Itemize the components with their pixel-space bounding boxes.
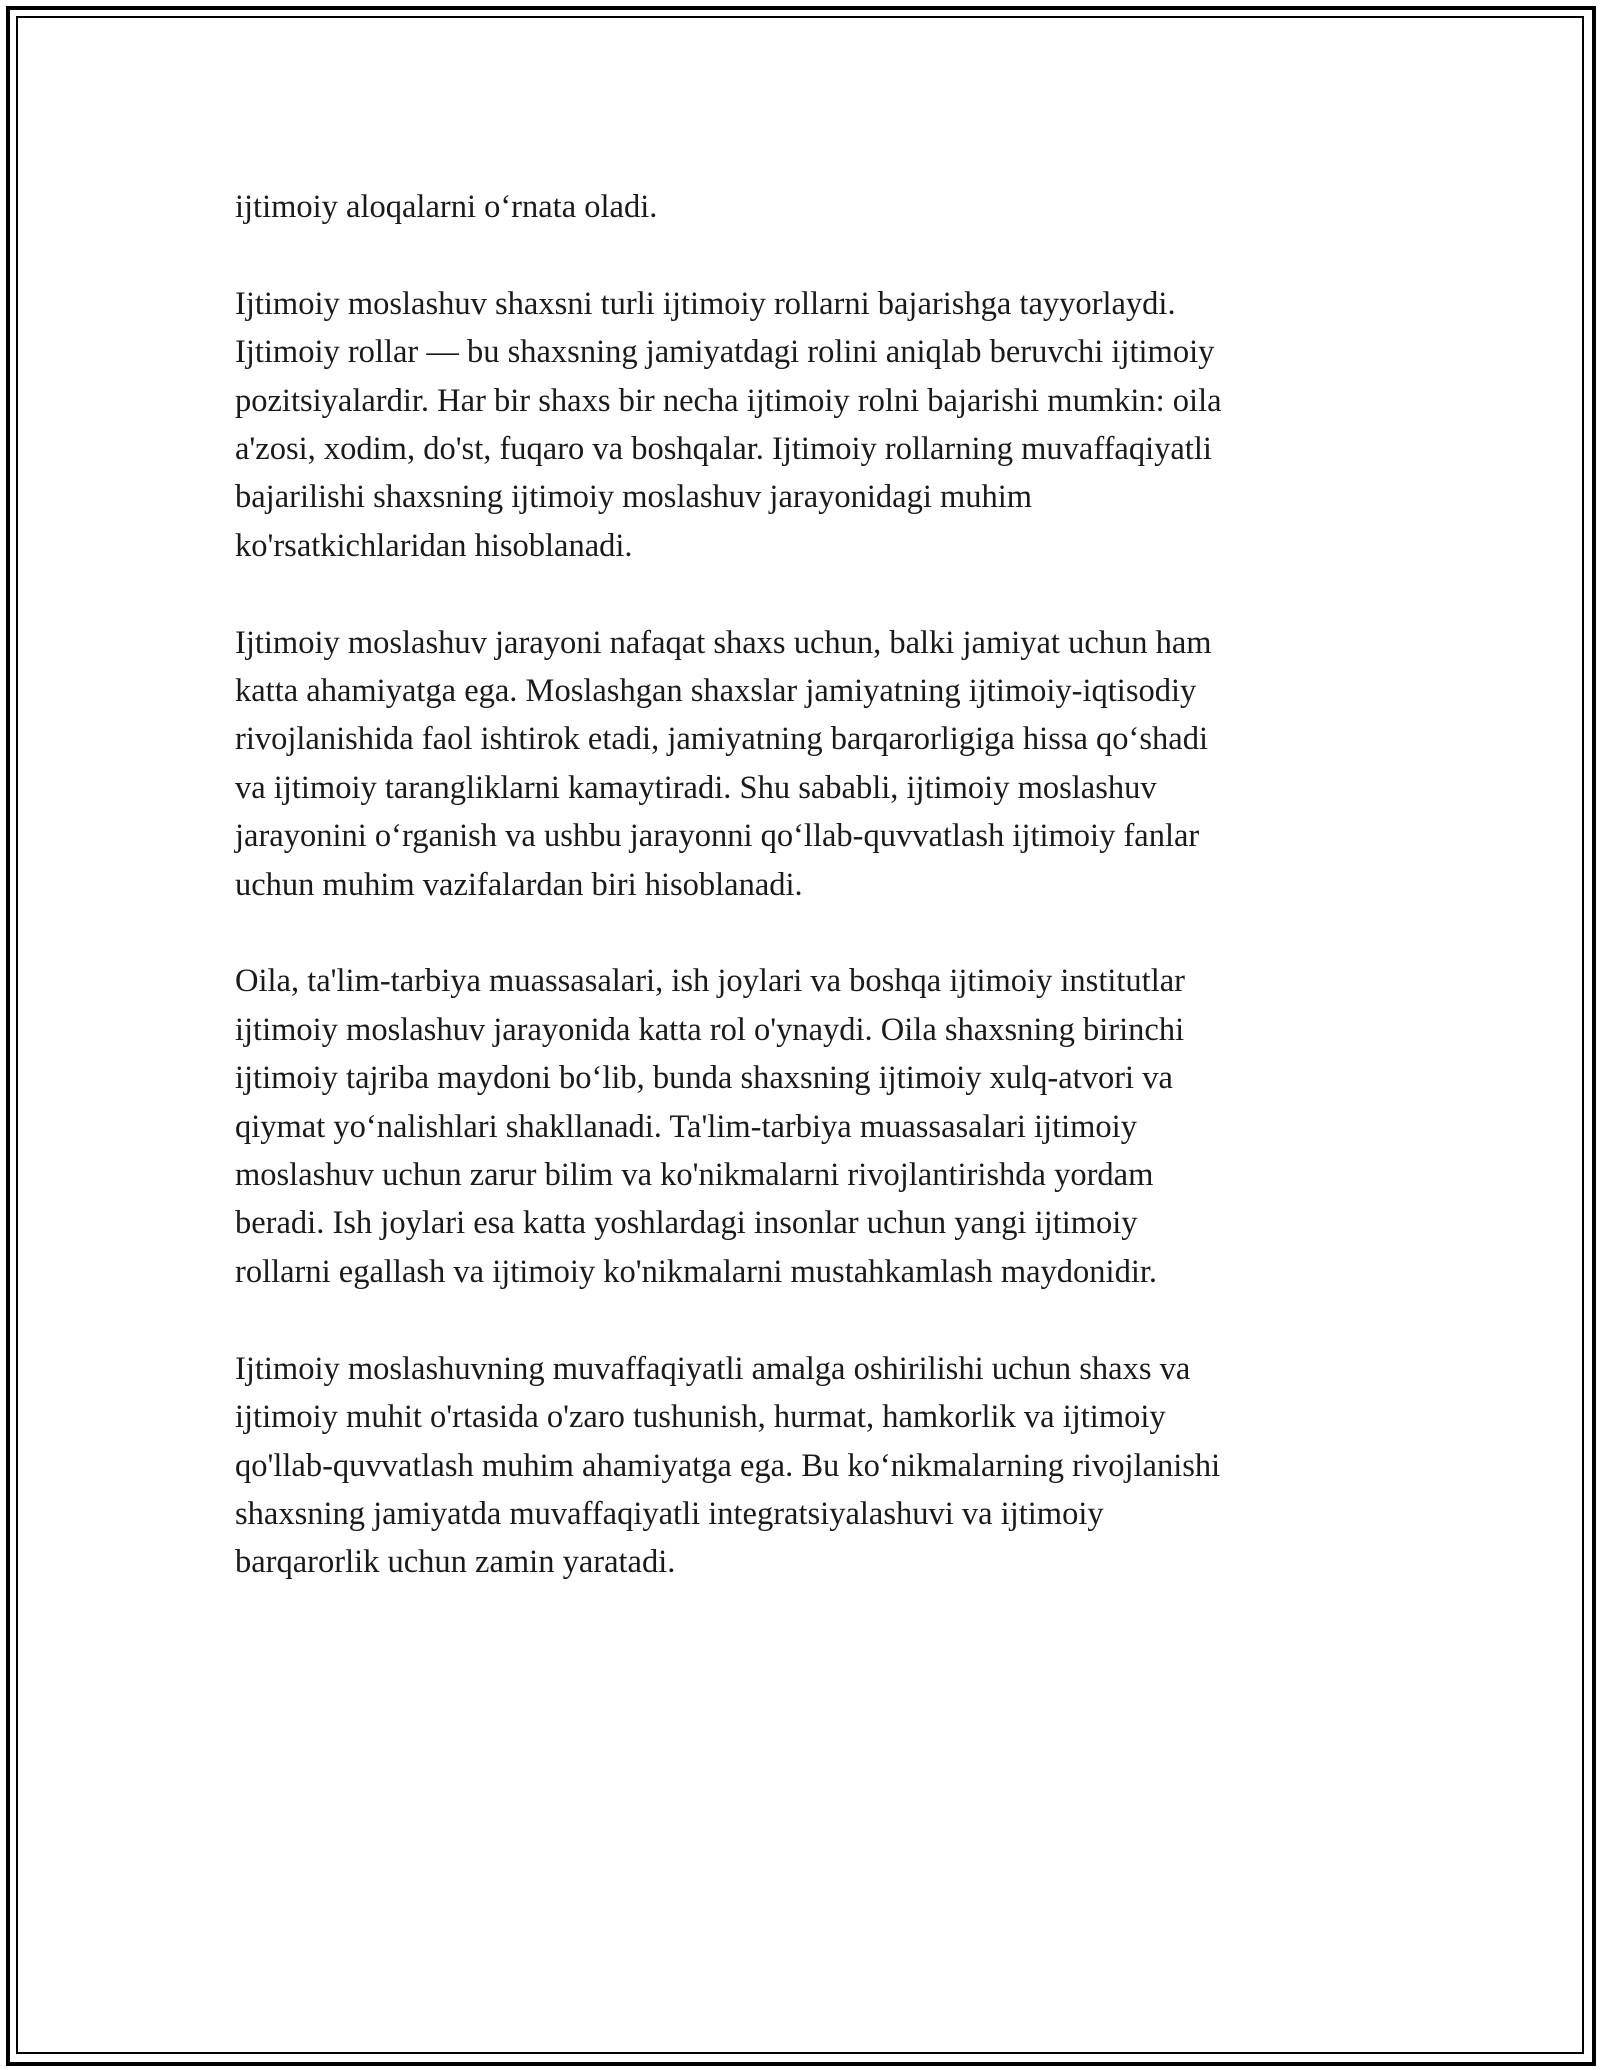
text-line: barqarorlik uchun zamin yaratadi. xyxy=(235,1544,676,1581)
text-line: shaxsning jamiyatda muvaffaqiyatli integratsiyalashuvi va ijtimoiy xyxy=(235,1495,1104,1532)
paragraph-2 xyxy=(235,280,1375,570)
text-line: rivojlanishida faol ishtirok etadi, jamiyatning barqarorligiga hissa qo‘shadi xyxy=(235,721,1208,758)
text-line: ijtimoiy aloqalarni o‘rnata oladi. xyxy=(235,189,658,225)
text-line: rollarni egallash va ijtimoiy ko'nikmalarni mustahkamlash maydonidir. xyxy=(235,1253,1157,1290)
text-line: va ijtimoiy tarangliklarni kamaytiradi. Shu sababli, ijtimoiy moslashuv xyxy=(235,769,1157,806)
text-line: jarayonini o‘rganish va ushbu jarayonni qo‘llab-quvvatlash ijtimoiy fanlar xyxy=(235,818,1200,855)
paragraph-4 xyxy=(235,957,1375,1296)
text-line: bajarilishi shaxsning ijtimoiy moslashuv jarayonidagi muhim xyxy=(235,479,1033,516)
text-line: uchun muhim vazifalardan biri hisoblanadi. xyxy=(235,866,803,903)
text-line: Oila, ta'lim-tarbiya muassasalari, ish joylari va boshqa ijtimoiy institutlar xyxy=(235,963,1185,1000)
text-line: pozitsiyalardir. Har bir shaxs bir necha ijtimoiy rolni bajarishi mumkin: oila xyxy=(235,382,1222,419)
text-line: beradi. Ish joylari esa katta yoshlardagi insonlar uchun yangi ijtimoiy xyxy=(235,1205,1138,1242)
text-line: Ijtimoiy rollar — bu shaxsning jamiyatdagi rolini aniqlab beruvchi ijtimoiy xyxy=(235,334,1215,371)
document-body xyxy=(235,183,1375,1635)
text-line: ijtimoiy moslashuv jarayonida katta rol o'ynaydi. Oila shaxsning birinchi xyxy=(235,1011,1185,1048)
text-line: moslashuv uchun zarur bilim va ko'nikmalarni rivojlantirishda yordam xyxy=(235,1157,1154,1194)
text-line: Ijtimoiy moslashuvning muvaffaqiyatli amalga oshirilishi uchun shaxs va xyxy=(235,1350,1191,1387)
paragraph-5 xyxy=(235,1345,1375,1587)
text-line: Ijtimoiy moslashuv jarayoni nafaqat shaxs uchun, balki jamiyat uchun ham xyxy=(235,624,1212,661)
text-line: Ijtimoiy moslashuv shaxsni turli ijtimoiy rollarni bajarishga tayyorlaydi. xyxy=(235,285,1176,322)
text-line: ijtimoiy muhit o'rtasida o'zaro tushunish, hurmat, hamkorlik va ijtimoiy xyxy=(235,1399,1166,1436)
text-line: a'zosi, xodim, do'st, fuqaro va boshqalar. Ijtimoiy rollarning muvaffaqiyatli xyxy=(235,431,1212,468)
text-line: ijtimoiy tajriba maydoni bo‘lib, bunda shaxsning ijtimoiy xulq-atvori va xyxy=(235,1060,1173,1097)
text-line: qo'llab-quvvatlash muhim ahamiyatga ega. Bu ko‘nikmalarning rivojlanishi xyxy=(235,1447,1221,1484)
paragraph-1 xyxy=(235,183,1375,231)
text-line: katta ahamiyatga ega. Moslashgan shaxslar jamiyatning ijtimoiy-iqtisodiy xyxy=(235,673,1197,710)
text-line: qiymat yo‘nalishlari shakllanadi. Ta'lim-tarbiya muassasalari ijtimoiy xyxy=(235,1108,1137,1145)
paragraph-3 xyxy=(235,619,1375,909)
text-line: ko'rsatkichlaridan hisoblanadi. xyxy=(235,527,633,564)
